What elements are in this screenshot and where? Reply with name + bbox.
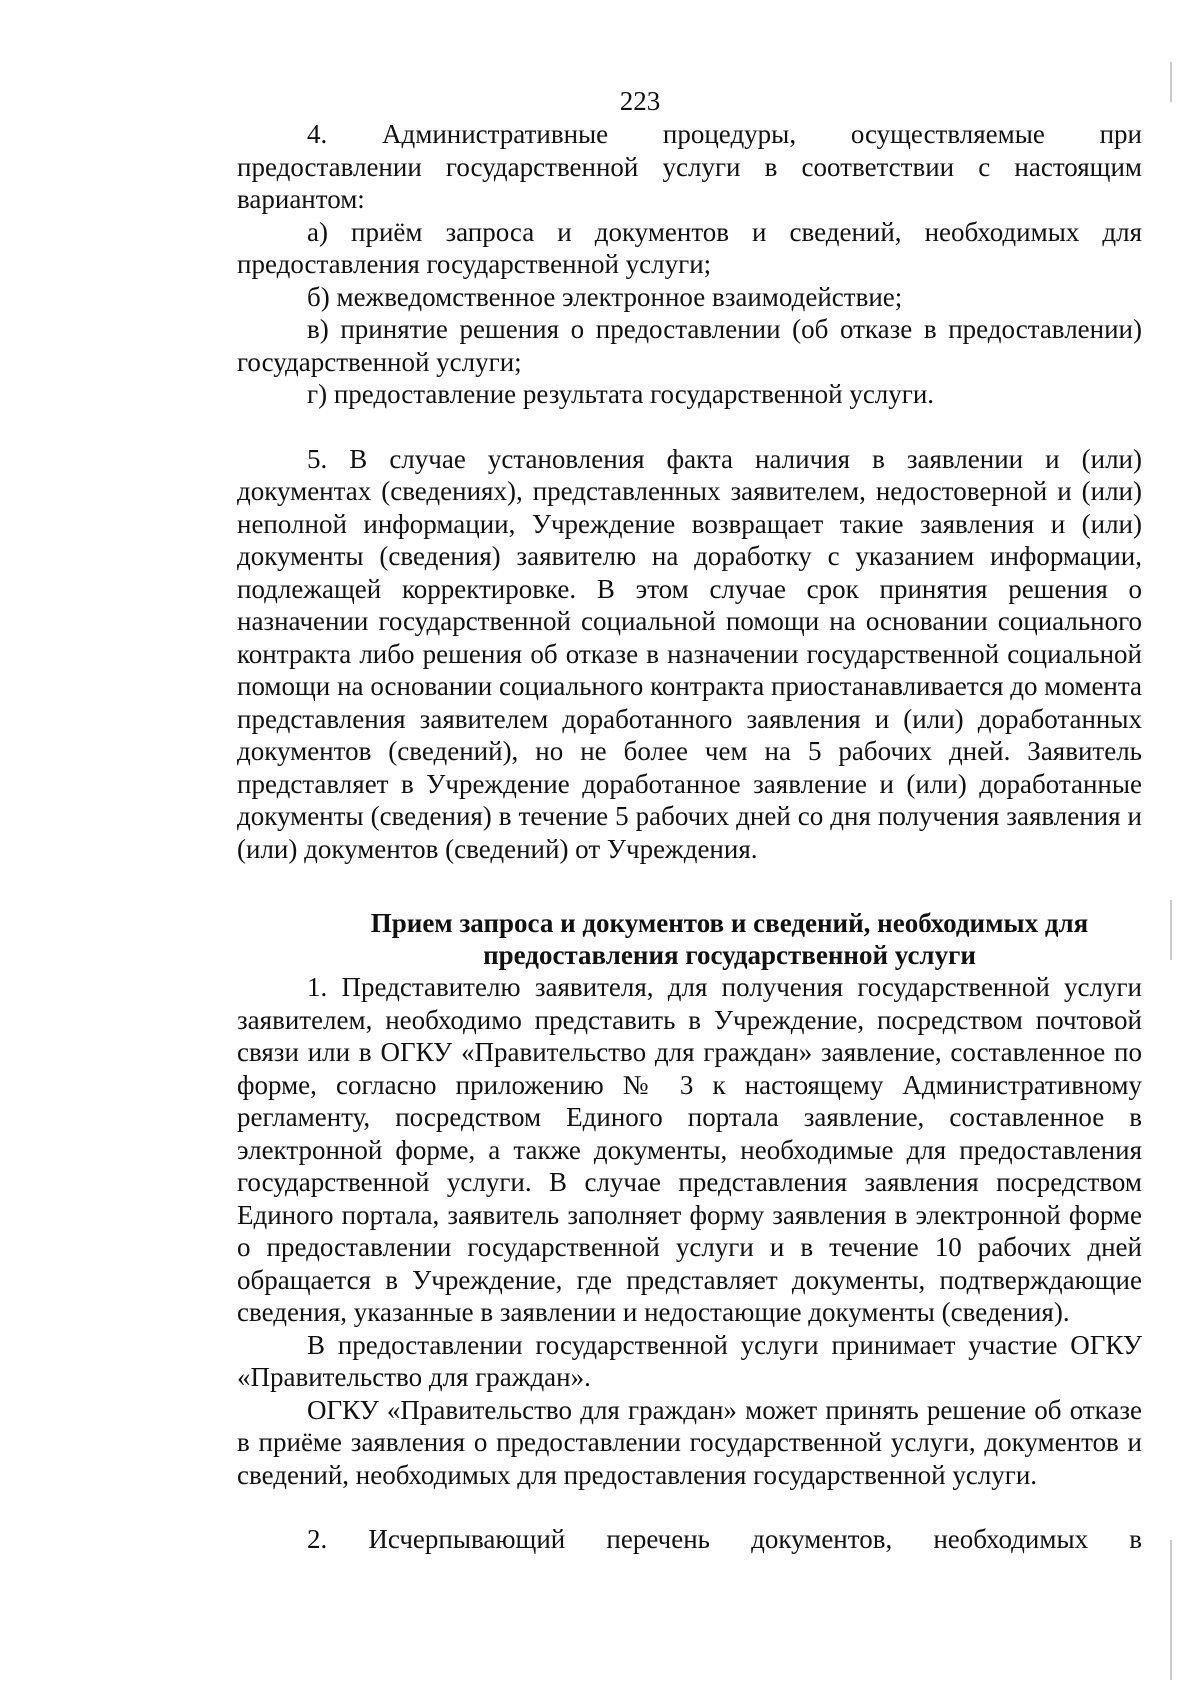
list-item-b: б) межведомственное электронное взаимодействие; xyxy=(307,281,903,312)
paragraph-4-intro-line: 4. Административные процедуры, осуществляемые при xyxy=(307,119,1142,149)
section-heading-line-2: предоставления государственной услуги xyxy=(483,940,976,970)
paragraph-4-intro: предоставлении государственной услуги в соответствии с настоящим вариантом: xyxy=(237,151,1142,214)
scan-edge-mark xyxy=(1170,900,1172,960)
section-heading-line-1: Прием запроса и документов и сведений, необходимых для xyxy=(370,908,1089,938)
section-heading xyxy=(237,907,1142,971)
list-item-a: а) приём запроса и документов и сведений, необходимых для предоставления государственной услуги; xyxy=(237,216,1142,279)
paragraph-1: 1. Представителю заявителя, для получения государственной услуги заявителем, необходимо представить в Учреждение, посредством почтовой связи или в ОГКУ «Правительство для граждан» заявление, составленное по форме, согласно приложению № 3 к настоящему Административному регламенту, посредством Единого портала заявление, составленное в электронной форме, а также документы, необходимые для предоставления государственной услуги. В случае представления заявления посредством Единого портала, заявитель заполняет форму заявления в электронной форме о предоставлении государственной услуги и в течение 10 рабочих дней обращается в Учреждение, где представляет документы, подтверждающие сведения, указанные в заявлении и недостающие документы (сведения). xyxy=(237,972,1142,1327)
scan-edge-mark xyxy=(1170,1540,1172,1680)
paragraph-2-start: 2. Исчерпывающий перечень документов, необходимых в xyxy=(307,1524,1142,1554)
list-item-d: г) предоставление результата государственной услуги. xyxy=(307,379,935,409)
scan-edge-mark xyxy=(1170,62,1172,102)
paragraph-5: 5. В случае установления факта наличия в заявлении и (или) документах (сведениях), представленных заявителем, недостоверной и (или) неполной информации, Учреждение возвращает такие заявления и (или) документы (сведения) заявителю на доработку с указанием информации, подлежащей корректировке. В этом случае срок принятия решения о назначении государственной социальной помощи на основании социального контракта либо решения об отказе в назначении государственной социальной помощи на основании социального контракта приостанавливается до момента представления заявителем доработанного заявления и (или) доработанных документов (сведений), но не более чем на 5 рабочих дней. Заявитель представляет в Учреждение доработанное заявление и (или) доработанные документы (сведения) в течение 5 рабочих дней со дня получения заявления и (или) документов (сведений) от Учреждения. xyxy=(237,443,1142,864)
document-body xyxy=(237,118,1142,1556)
paragraph-participation: В предоставлении государственной услуги принимает участие ОГКУ «Правительство для граждан». xyxy=(237,1329,1142,1392)
paragraph-refusal: ОГКУ «Правительство для граждан» может принять решение об отказе в приёме заявления о предоставлении государственной услуги, документов и сведений, необходимых для предоставления государственной услуги. xyxy=(237,1394,1142,1490)
list-item-c: в) принятие решения о предоставлении (об отказе в предоставлении) государственной услуги; xyxy=(237,314,1142,377)
page-number: 223 xyxy=(619,86,661,116)
